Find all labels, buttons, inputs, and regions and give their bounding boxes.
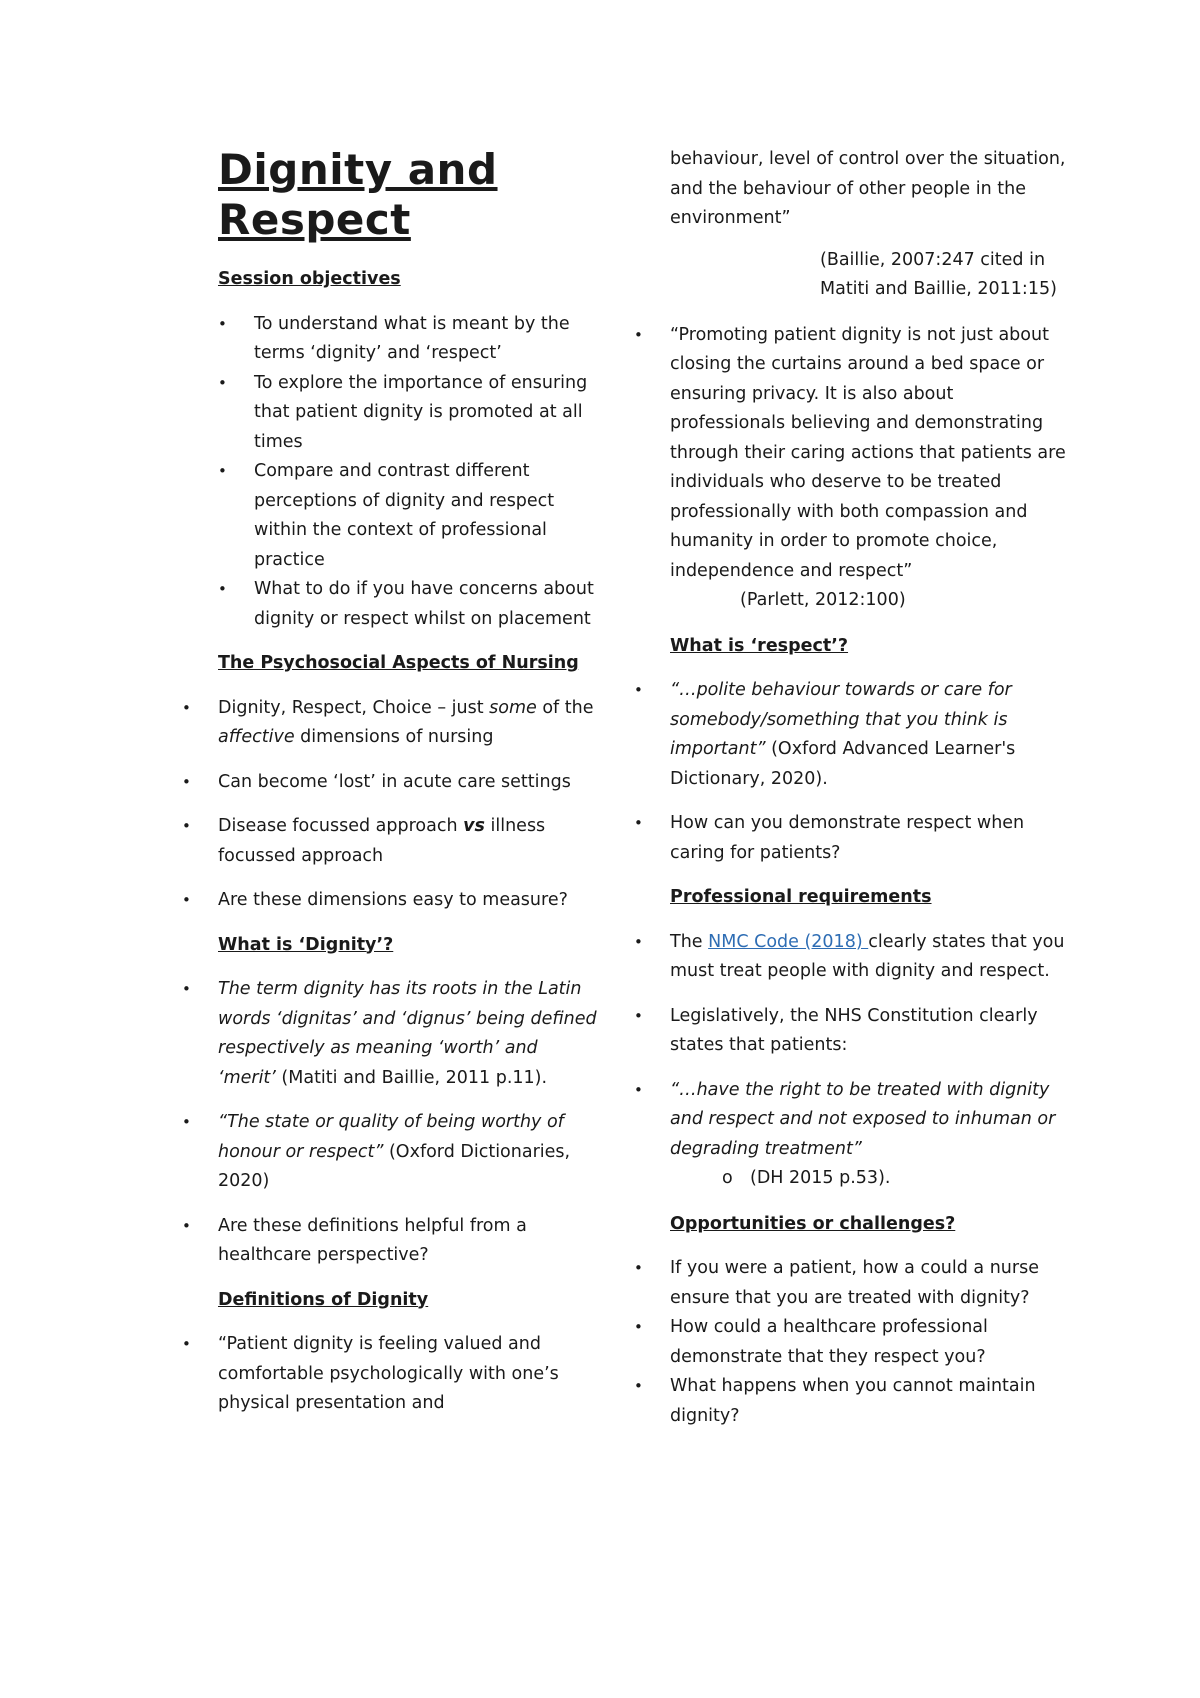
opportunities-heading: Opportunities or challenges? — [670, 1213, 956, 1234]
bullet-icon: • — [634, 1377, 643, 1395]
list-item: • To understand what is meant by the terms ‘dignity’ and ‘respect’ — [218, 310, 598, 369]
opportunities-list — [634, 1254, 1070, 1431]
bullet-icon: • — [634, 325, 643, 344]
list-item: • The term dignity has its roots in the Latin words ‘dignitas’ and ‘dignus’ being defined respectively as meaning ‘worth’ and ‘merit’ (Matiti and Baillie, 2011 p.11). — [182, 975, 598, 1093]
list-item: • Disease focussed approach vs illness focussed approach — [182, 812, 598, 871]
list-item: • “Patient dignity is feeling valued and comfortable psychologically with one’s physical presentation and — [182, 1330, 598, 1419]
bullet-icon: • — [182, 1216, 191, 1235]
bullet-icon: • — [182, 698, 191, 717]
sub-bullet-icon: o — [722, 1168, 733, 1188]
dignity-list — [182, 975, 598, 1271]
list-item: • Dignity, Respect, Choice – just some of the affective dimensions of nursing — [182, 694, 598, 753]
bullet-icon: • — [182, 772, 191, 791]
list-item: • “…polite behaviour towards or care for somebody/something that you think is important” (Oxford Advanced Learner's Dictionary, 2020). — [634, 676, 1070, 794]
list-item: • Legislatively, the NHS Constitution clearly states that patients: — [634, 1002, 1070, 1061]
nmc-code-link[interactable]: NMC Code (2018) — [708, 931, 869, 952]
professional-list — [634, 928, 1070, 1165]
dh-citation: o (DH 2015 p.53). — [670, 1164, 1070, 1194]
bullet-icon: • — [634, 1318, 643, 1336]
list-item: • What happens when you cannot maintain dignity? — [634, 1372, 1070, 1431]
left-column — [182, 145, 598, 1419]
list-item: • “Promoting patient dignity is not just about closing the curtains around a bed space or ensuring privacy. It is also about professionals believing and demonstrating through their caring actions that patients are individuals who deserve to be treated professionally with both compassion and humanity in order to promote choice, independence and respect” — [634, 321, 1070, 587]
list-item: • How can you demonstrate respect when caring for patients? — [634, 809, 1070, 868]
promoting-list — [634, 321, 1070, 587]
list-item: • What to do if you have concerns about dignity or respect whilst on placement — [218, 575, 598, 634]
professional-requirements-heading: Professional requirements — [670, 887, 932, 907]
list-item: • How could a healthcare professional demonstrate that they respect you? — [634, 1313, 1070, 1372]
what-is-dignity-heading: What is ‘Dignity’? — [218, 934, 394, 955]
list-item: • “…have the right to be treated with dignity and respect and not exposed to inhuman or degrading treatment” — [634, 1076, 1070, 1165]
list-item: • To explore the importance of ensuring that patient dignity is promoted at all times — [218, 369, 598, 458]
list-item: • Are these definitions helpful from a healthcare perspective? — [182, 1212, 598, 1271]
objectives-list — [218, 310, 598, 635]
list-item: • Can become ‘lost’ in acute care settings — [182, 768, 598, 798]
list-item: • “The state or quality of being worthy of honour or respect” (Oxford Dictionaries, 2020) — [182, 1108, 598, 1197]
bullet-icon: • — [182, 891, 191, 909]
baillie-citation: (Baillie, 2007:247 cited in Matiti and Baillie, 2011:15) — [820, 249, 1057, 299]
list-item: • Compare and contrast different perceptions of dignity and respect within the context of professional practice — [218, 457, 598, 575]
session-objectives-heading: Session objectives — [218, 269, 401, 289]
bullet-icon: • — [218, 314, 227, 333]
psychosocial-heading: The Psychosocial Aspects of Nursing — [218, 653, 579, 673]
bullet-icon: • — [182, 980, 191, 998]
definitions-heading: Definitions of Dignity — [218, 1289, 429, 1310]
what-is-respect-heading: What is ‘respect’? — [670, 635, 849, 656]
bullet-icon: • — [634, 1006, 643, 1025]
psychosocial-list — [182, 694, 598, 916]
parlett-citation: (Parlett, 2012:100) — [740, 590, 906, 610]
bullet-icon: • — [218, 373, 227, 392]
bullet-icon: • — [182, 817, 191, 835]
bullet-icon: • — [634, 681, 643, 699]
continued-quote: behaviour, level of control over the situation, and the behaviour of other people in the environment” — [670, 149, 1066, 228]
list-item: • Are these dimensions easy to measure? — [182, 886, 598, 916]
list-item: • If you were a patient, how a could a nurse ensure that you are treated with dignity? — [634, 1254, 1070, 1313]
bullet-icon: • — [182, 1113, 191, 1131]
bullet-icon: • — [634, 814, 643, 832]
page-title: Dignity and Respect — [218, 145, 498, 244]
list-item: • The NMC Code (2018) clearly states that you must treat people with dignity and respect. — [634, 928, 1070, 987]
right-column — [634, 145, 1070, 1431]
definitions-list — [182, 1330, 598, 1419]
bullet-icon: • — [634, 1259, 643, 1277]
bullet-icon: • — [218, 580, 227, 598]
bullet-icon: • — [218, 462, 227, 480]
bullet-icon: • — [634, 1080, 643, 1099]
bullet-icon: • — [634, 932, 643, 951]
respect-list — [634, 676, 1070, 868]
bullet-icon: • — [182, 1335, 191, 1353]
